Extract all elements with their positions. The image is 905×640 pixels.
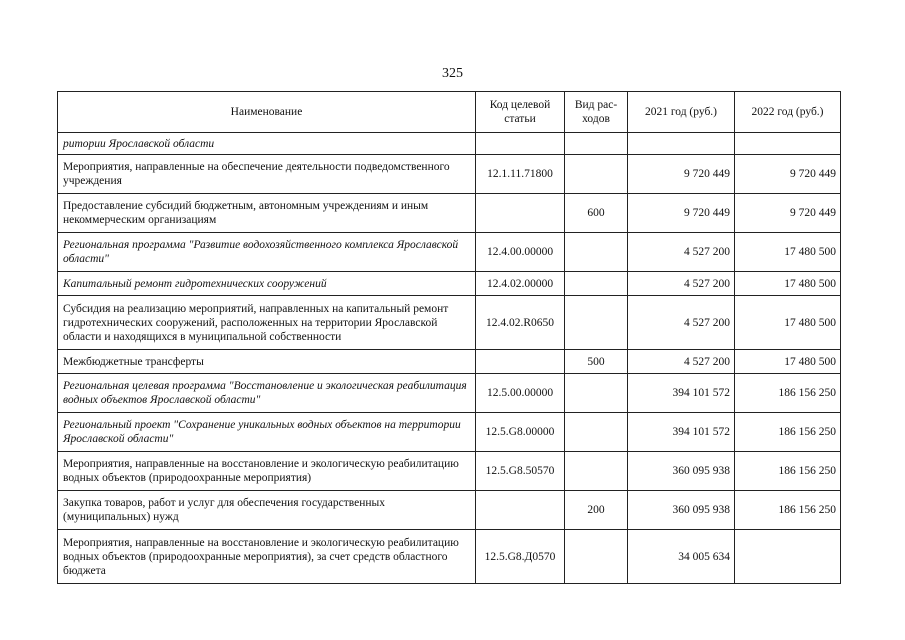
row-2021: 394 101 572 [628,374,735,413]
row-code: 12.4.02.R0650 [476,296,565,350]
row-code: 12.5.00.00000 [476,374,565,413]
row-2022 [735,133,841,155]
row-name: Региональный проект "Сохранение уникальных водных объектов на территории Ярославской области" [58,413,476,452]
table-row [58,296,841,350]
row-type: 200 [565,491,628,530]
row-2021: 9 720 449 [628,155,735,194]
row-type [565,413,628,452]
table-row [58,374,841,413]
header-type: Вид рас-ходов [565,92,628,133]
row-type [565,452,628,491]
row-code [476,491,565,530]
row-code [476,194,565,233]
row-2022: 17 480 500 [735,272,841,296]
header-name: Наименование [58,92,476,133]
row-type [565,233,628,272]
row-2021: 9 720 449 [628,194,735,233]
row-2022: 186 156 250 [735,491,841,530]
row-type [565,272,628,296]
row-code: 12.5.G8.50570 [476,452,565,491]
table-row [58,350,841,374]
header-2021: 2021 год (руб.) [628,92,735,133]
table-row [58,155,841,194]
table-row [58,133,841,155]
table-row [58,233,841,272]
row-2021 [628,133,735,155]
row-name: Региональная программа "Развитие водохозяйственного комплекса Ярославской области" [58,233,476,272]
table-header-row [58,92,841,133]
table-row [58,413,841,452]
row-type: 600 [565,194,628,233]
row-name: Региональная целевая программа "Восстановление и экологическая реабилитация водных объектов Ярославской области" [58,374,476,413]
row-type: 500 [565,350,628,374]
row-2022: 9 720 449 [735,155,841,194]
row-name: Мероприятия, направленные на восстановление и экологическую реабилитацию водных объектов (природоохранные мероприятия), за счет средств областного бюджета [58,530,476,584]
row-2022: 9 720 449 [735,194,841,233]
table-row [58,530,841,584]
row-name: Межбюджетные трансферты [58,350,476,374]
row-name: Субсидия на реализацию мероприятий, направленных на капитальный ремонт гидротехнических сооружений, расположенных на территории Ярославской области и находящихся в муниципальной собственности [58,296,476,350]
row-code: 12.4.02.00000 [476,272,565,296]
row-type [565,155,628,194]
row-type [565,530,628,584]
row-name: Мероприятия, направленные на обеспечение деятельности подведомственного учреждения [58,155,476,194]
header-code: Код целевой статьи [476,92,565,133]
row-name: Мероприятия, направленные на восстановление и экологическую реабилитацию водных объектов (природоохранные мероприятия) [58,452,476,491]
row-2021: 4 527 200 [628,350,735,374]
table-row [58,272,841,296]
table-row [58,491,841,530]
row-code: 12.5.G8.00000 [476,413,565,452]
row-name: Капитальный ремонт гидротехнических сооружений [58,272,476,296]
table-row [58,452,841,491]
row-2021: 360 095 938 [628,491,735,530]
row-name: ритории Ярославской области [58,133,476,155]
row-code [476,350,565,374]
table-row [58,194,841,233]
row-2022: 186 156 250 [735,413,841,452]
row-type [565,133,628,155]
row-2022: 186 156 250 [735,374,841,413]
row-2021: 360 095 938 [628,452,735,491]
row-2022: 17 480 500 [735,233,841,272]
budget-table [57,91,841,584]
row-2021: 34 005 634 [628,530,735,584]
row-name: Закупка товаров, работ и услуг для обеспечения государственных (муниципальных) нужд [58,491,476,530]
row-2022: 186 156 250 [735,452,841,491]
row-2021: 4 527 200 [628,233,735,272]
row-code: 12.4.00.00000 [476,233,565,272]
row-code: 12.5.G8.Д0570 [476,530,565,584]
row-2022: 17 480 500 [735,296,841,350]
header-2022: 2022 год (руб.) [735,92,841,133]
row-2021: 394 101 572 [628,413,735,452]
row-2021: 4 527 200 [628,272,735,296]
row-type [565,374,628,413]
row-code: 12.1.11.71800 [476,155,565,194]
row-name: Предоставление субсидий бюджетным, автономным учреждениям и иным некоммерческим организациям [58,194,476,233]
row-2021: 4 527 200 [628,296,735,350]
row-2022 [735,530,841,584]
row-2022: 17 480 500 [735,350,841,374]
row-code [476,133,565,155]
page-number: 325 [442,66,463,81]
row-type [565,296,628,350]
